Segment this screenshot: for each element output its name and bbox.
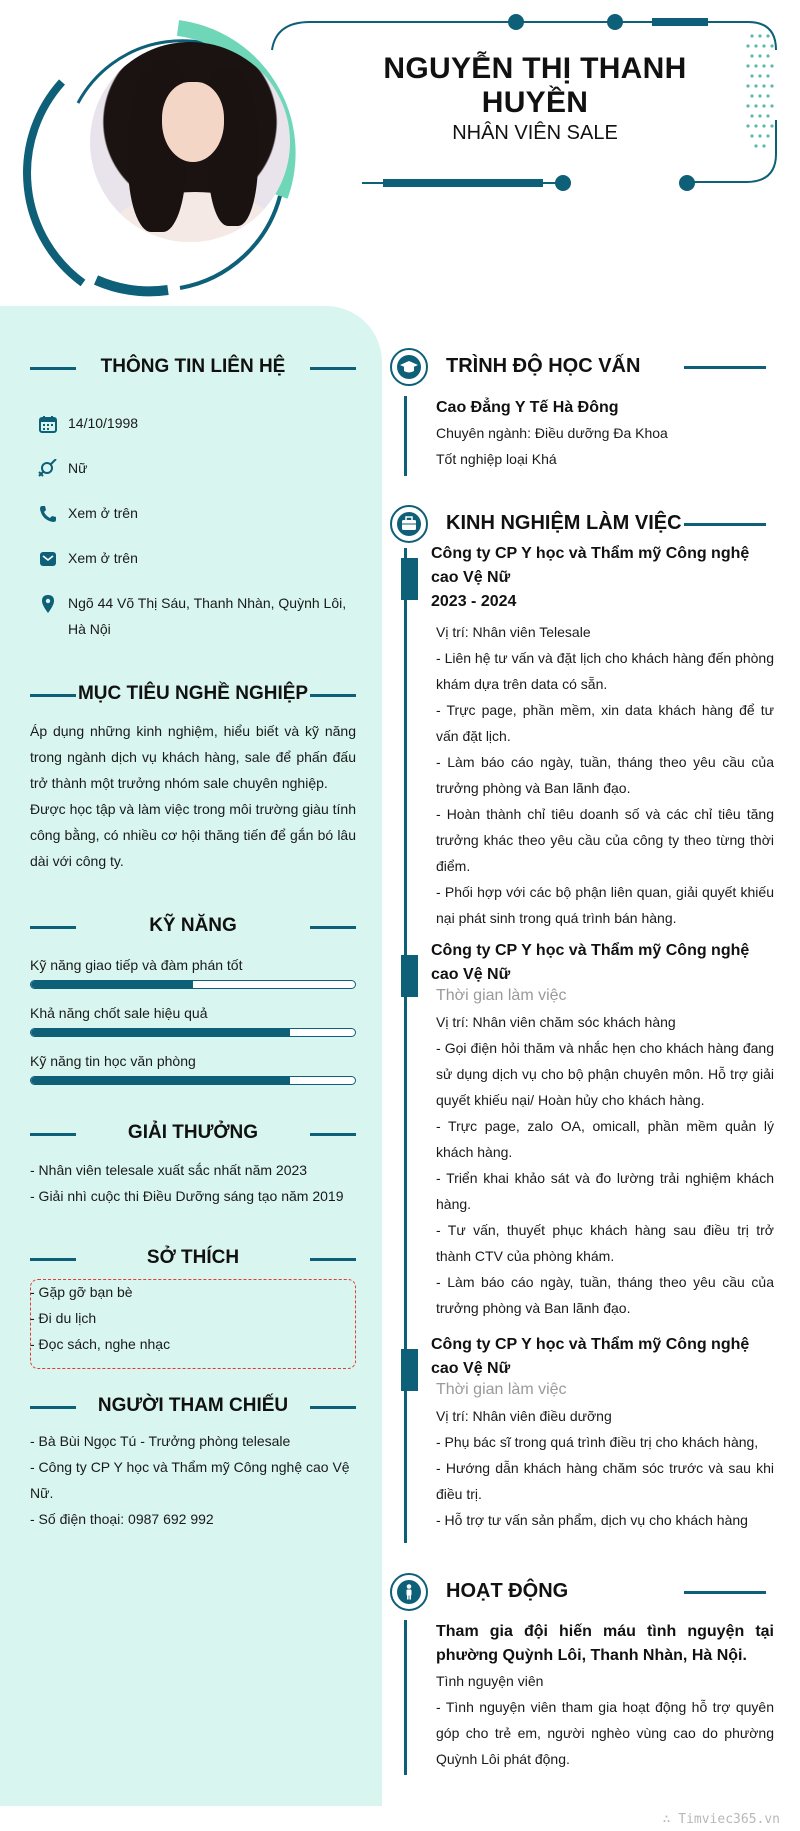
contact-gender: [38, 455, 358, 481]
references-heading: [30, 1395, 356, 1419]
skill-bar-fill: [31, 981, 193, 988]
person-icon: [390, 1573, 428, 1611]
job-marker: [401, 1349, 418, 1391]
skill-bar: [30, 980, 356, 989]
reference-item: - Bà Bùi Ngọc Tú - Trưởng phòng telesale: [30, 1433, 291, 1449]
education-heading: [390, 348, 766, 388]
gender-value: Nữ: [68, 460, 88, 476]
contact-phone: [38, 500, 358, 526]
skill-bar-fill: [31, 1077, 290, 1084]
reference-item: - Số điện thoại: 0987 692 992: [30, 1511, 214, 1527]
job-line: - Phối hợp với các bộ phận liên quan, giải quyết khiếu nại phát sinh trong quá trình bán hàng.: [436, 884, 774, 926]
phone-icon: [38, 504, 58, 524]
profile-photo: [90, 42, 290, 242]
education-title: TRÌNH ĐỘ HỌC VẤN: [446, 355, 641, 377]
skill-label: Kỹ năng giao tiếp và đàm phán tốt: [30, 957, 243, 973]
objective-paragraph-1: Áp dụng những kinh nghiệm, hiểu biết và kỹ năng trong ngành dịch vụ khách hàng, sale để phấn đấu trở thành một trưởng nhóm sale chuyên nghiệp.: [30, 723, 356, 791]
hobbies-list: [30, 1279, 356, 1357]
job-marker: [401, 955, 418, 997]
graduation-cap-icon: [390, 348, 428, 386]
gender-icon: [38, 459, 58, 479]
awards-heading: [30, 1122, 356, 1146]
hobbies-heading: [30, 1247, 356, 1271]
full-name: NGUYỄN THỊ THANH HUYỀN: [383, 52, 687, 119]
job-entry: [431, 1333, 769, 1381]
hobby-item: - Đi du lịch: [30, 1310, 97, 1326]
job-details: [436, 1377, 774, 1533]
awards-title: GIẢI THƯỞNG: [127, 1122, 259, 1143]
job-marker: [401, 558, 418, 600]
job-line: - Trực page, zalo OA, omicall, phần mềm quản lý khách hàng.: [436, 1118, 774, 1160]
skill-bar: [30, 1028, 356, 1037]
job-line: - Hỗ trợ tư vấn sản phẩm, dịch vụ cho khách hàng: [436, 1512, 748, 1528]
hobbies-title: SỞ THÍCH: [146, 1247, 240, 1268]
job-line: - Phụ bác sĩ trong quá trình điều trị cho khách hàng,: [436, 1434, 759, 1450]
job-entry: [431, 939, 769, 987]
experience-timeline: [404, 548, 407, 1543]
job-company: Công ty CP Y học và Thẩm mỹ Công nghệ cao Vệ Nữ: [431, 545, 750, 586]
job-line: - Hướng dẫn khách hàng chăm sóc trước và sau khi điều trị.: [436, 1460, 774, 1502]
skill-label: Kỹ năng tin học văn phòng: [30, 1053, 196, 1069]
education-block: [436, 396, 774, 472]
job-company: Công ty CP Y học và Thẩm mỹ Công nghệ cao Vệ Nữ: [431, 942, 750, 983]
skill-bar: [30, 1076, 356, 1085]
job-line: - Trực page, phần mềm, xin data khách hàng để tư vấn đặt lịch.: [436, 702, 774, 744]
skill-item: [30, 1051, 356, 1085]
activity-role: Tình nguyện viên: [436, 1673, 544, 1689]
award-item: - Giải nhì cuộc thi Điều Dưỡng sáng tạo năm 2019: [30, 1188, 344, 1204]
job-entry: [431, 542, 769, 614]
watermark-text: Timviec365.vn: [678, 1812, 780, 1827]
experience-title: KINH NGHIỆM LÀM VIỆC: [446, 512, 682, 534]
activities-heading: [390, 1573, 766, 1613]
phone-value: Xem ở trên: [68, 505, 138, 521]
job-line: Vị trí: Nhân viên điều dưỡng: [436, 1408, 612, 1424]
job-line: - Tư vấn, thuyết phục khách hàng sau điều trị trở thành CTV của phòng khám.: [436, 1222, 774, 1264]
email-value: Xem ở trên: [68, 550, 138, 566]
calendar-icon: [38, 414, 58, 434]
job-line: - Làm báo cáo ngày, tuần, tháng theo yêu cầu của trưởng phòng và Ban lãnh đạo.: [436, 754, 774, 796]
location-pin-icon: [38, 594, 58, 614]
award-item: - Nhân viên telesale xuất sắc nhất năm 2023: [30, 1162, 308, 1178]
job-line: - Triển khai khảo sát và đo lường trải nghiệm khách hàng.: [436, 1170, 774, 1212]
birthday-value: 14/10/1998: [68, 415, 139, 431]
skills-heading: [30, 915, 356, 939]
job-details: [436, 983, 774, 1321]
contact-title: THÔNG TIN LIÊN HỆ: [100, 356, 286, 377]
job-details: [436, 619, 774, 931]
cv-header: [0, 0, 800, 300]
objective-title: MỤC TIÊU NGHỀ NGHIỆP: [77, 683, 309, 704]
job-line: - Liên hệ tư vấn và đặt lịch cho khách hàng đến phòng khám dựa trên data có sẵn.: [436, 650, 774, 692]
address-value: Ngõ 44 Võ Thị Sáu, Thanh Nhàn, Quỳnh Lôi, Hà Nội: [68, 595, 347, 637]
briefcase-icon: [390, 505, 428, 543]
activities-title: HOẠT ĐỘNG: [446, 1580, 569, 1602]
awards-list: [30, 1157, 356, 1209]
contact-birthday: [38, 410, 358, 436]
experience-heading: [390, 505, 766, 545]
activity-description: - Tình nguyện viên tham gia hoạt động hỗ trợ quyên góp cho trẻ em, người nghèo vùng cao do phường Quỳnh Lôi phát động.: [436, 1699, 774, 1767]
education-grade: Tốt nghiệp loại Khá: [436, 451, 557, 467]
job-time: Thời gian làm việc: [436, 1381, 567, 1398]
references-list: [30, 1428, 356, 1532]
references-title: NGƯỜI THAM CHIẾU: [97, 1395, 289, 1416]
job-line: Vị trí: Nhân viên Telesale: [436, 624, 591, 640]
avatar: [18, 18, 298, 298]
job-title: NHÂN VIÊN SALE: [452, 122, 618, 144]
activities-block: [436, 1620, 774, 1772]
objective-paragraph-2: Được học tập và làm việc trong môi trường giàu tính công bằng, có nhiều cơ hội thăng tiến để gắn bó lâu dài với công ty.: [30, 801, 356, 869]
name-block: [340, 52, 730, 145]
skill-item: [30, 955, 356, 989]
skill-item: [30, 1003, 356, 1037]
education-timeline: [404, 396, 407, 476]
job-line: - Hoàn thành chỉ tiêu doanh số và các chỉ tiêu tăng trưởng khác theo yêu cầu của công ty theo từng thời điểm.: [436, 806, 774, 874]
objective-heading: [30, 683, 356, 707]
job-company: Công ty CP Y học và Thẩm mỹ Công nghệ cao Vệ Nữ: [431, 1336, 750, 1377]
watermark: ∴ Timviec365.vn: [662, 1812, 780, 1827]
skills-title: KỸ NĂNG: [149, 915, 237, 936]
job-time: 2023 - 2024: [431, 593, 517, 610]
skill-label: Khả năng chốt sale hiệu quả: [30, 1005, 208, 1021]
hobby-item: - Gặp gỡ bạn bè: [30, 1284, 133, 1300]
contact-heading: [30, 356, 356, 380]
job-line: Vị trí: Nhân viên chăm sóc khách hàng: [436, 1014, 676, 1030]
objective-text: [30, 718, 356, 874]
education-major: Chuyên ngành: Điều dưỡng Đa Khoa: [436, 425, 668, 441]
reference-item: - Công ty CP Y học và Thẩm mỹ Công nghệ cao Vệ Nữ.: [30, 1459, 350, 1501]
job-line: - Gọi điện hỏi thăm và nhắc hẹn cho khách hàng đang sử dụng dịch vụ cho bộ phận chuyên môn. Hỗ trợ giải quyết khiếu nại/ Hoàn hủy cho khách hàng.: [436, 1040, 774, 1108]
school-name: Cao Đẳng Y Tế Hà Đông: [436, 399, 619, 416]
contact-email: [38, 545, 358, 571]
contact-address: [38, 590, 358, 642]
skill-bar-fill: [31, 1029, 290, 1036]
job-time: Thời gian làm việc: [436, 987, 567, 1004]
email-icon: [38, 549, 58, 569]
job-line: - Làm báo cáo ngày, tuần, tháng theo yêu cầu của trưởng phòng và Ban lãnh đạo.: [436, 1274, 774, 1316]
activities-timeline: [404, 1620, 407, 1775]
activity-event: Tham gia đội hiến máu tình nguyện tại phường Quỳnh Lôi, Thanh Nhàn, Hà Nội.: [436, 1623, 774, 1664]
hobby-item: - Đọc sách, nghe nhạc: [30, 1336, 171, 1352]
